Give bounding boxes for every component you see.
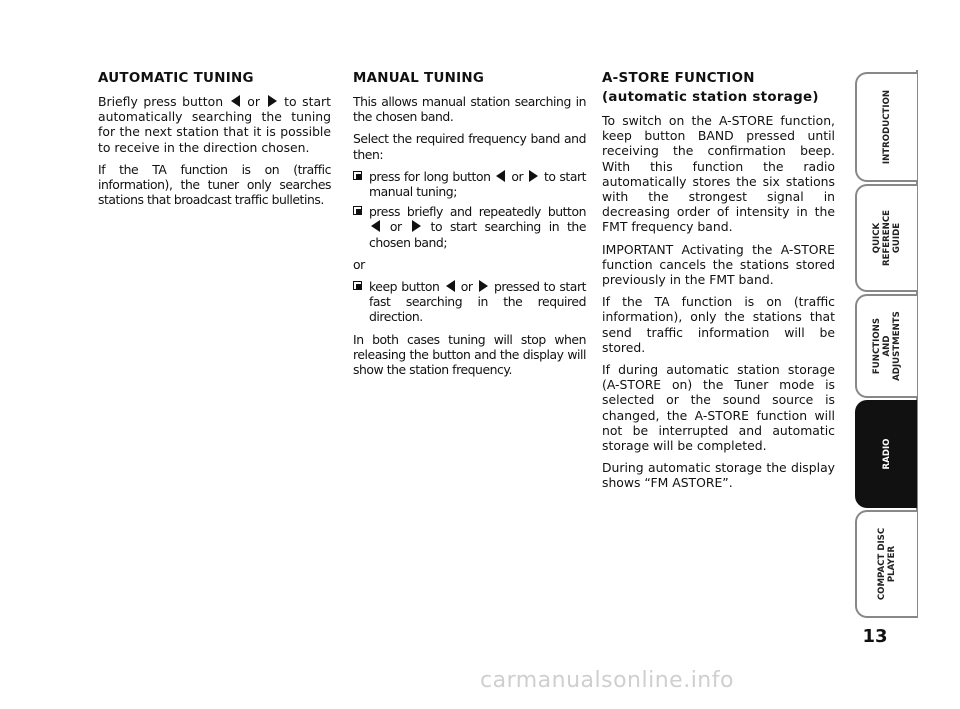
tab-radio[interactable] — [855, 400, 917, 508]
text: Briefly press button — [98, 94, 224, 109]
left-arrow-icon — [446, 280, 455, 292]
right-arrow-icon — [268, 95, 277, 107]
paragraph: If during automatic station storage (A-STORE on) the Tuner mode is selected or the sound source is changed, the A-STORE function will not be interrupted and automatic storage will be completed. — [602, 362, 835, 454]
paragraph: This allows manual station searching in the chosen band. — [353, 94, 586, 125]
tab-quick-reference-guide[interactable] — [855, 184, 917, 292]
tab-functions-and-adjustments[interactable] — [855, 294, 917, 398]
column-manual-tuning — [353, 70, 586, 384]
paragraph: If the TA function is on (traffic information), the tuner only searches stations that broadcast traffic bulletins. — [98, 161, 331, 208]
paragraph: Select the required frequency band and then: — [353, 131, 586, 162]
text: to start searching in the chosen band; — [369, 219, 586, 250]
column-a-store — [602, 70, 835, 498]
paragraph — [98, 94, 331, 155]
text: to start manual tuning; — [369, 168, 587, 200]
subheading-a-store: (automatic station storage) — [602, 90, 819, 105]
text: or — [511, 168, 524, 184]
checkbox-bullet-icon — [353, 206, 362, 215]
text: pressed to start fast searching in the required direction. — [369, 279, 587, 325]
paragraph: In both cases tuning will stop when releasing the button and the display will show the station frequency. — [353, 331, 586, 378]
paragraph: If the TA function is on (traffic information), only the stations that send traffic information will be stored. — [602, 294, 835, 355]
right-arrow-icon — [479, 280, 488, 292]
list-item — [353, 204, 586, 250]
text: or — [460, 279, 473, 295]
left-arrow-icon — [496, 170, 505, 182]
checkbox-bullet-icon — [353, 171, 362, 180]
watermark: carmanualsonline.info — [480, 668, 734, 693]
tab-label: FUNCTIONS AND ADJUSTMENTS — [872, 311, 902, 381]
heading-automatic-tuning: AUTOMATIC TUNING — [98, 71, 254, 86]
text: to start automatically searching the tuning for the next station that it is possible to receive in the direction chosen. — [98, 94, 331, 155]
bullet-list — [353, 169, 586, 250]
text: or — [389, 219, 402, 235]
left-arrow-icon — [371, 220, 380, 232]
list-item — [353, 169, 586, 199]
page-number: 13 — [862, 626, 888, 647]
tab-label: RADIO — [882, 438, 892, 470]
tab-label: QUICK REFERENCE GUIDE — [872, 209, 902, 267]
tab-label: INTRODUCTION — [882, 89, 892, 165]
heading-manual-tuning: MANUAL TUNING — [353, 71, 485, 86]
paragraph: During automatic storage the display shows “FM ASTORE”. — [602, 460, 835, 491]
tab-label: COMPACT DISC PLAYER — [877, 527, 897, 601]
text: keep button — [369, 279, 440, 295]
left-arrow-icon — [231, 95, 240, 107]
heading-a-store: A-STORE FUNCTION — [602, 71, 755, 86]
text: press briefly and repeatedly button — [369, 204, 586, 220]
column-automatic-tuning — [98, 70, 331, 214]
right-arrow-icon — [529, 170, 538, 182]
paragraph: or — [353, 256, 365, 272]
right-arrow-icon — [412, 220, 421, 232]
tab-introduction[interactable] — [855, 72, 917, 182]
list-item — [353, 279, 586, 325]
paragraph: To switch on the A-STORE function, keep button BAND pressed until receiving the confirmation beep. With this function the radio automatically stores the six stations with the strongest signal in decreasing order of intensity in the FMT frequency band. — [602, 113, 835, 235]
tab-compact-disc-player[interactable] — [855, 510, 917, 618]
text: press for long button — [369, 168, 491, 184]
bullet-list — [353, 279, 586, 325]
checkbox-bullet-icon — [353, 281, 362, 290]
text: or — [247, 94, 260, 109]
paragraph: IMPORTANT Activating the A-STORE function cancels the stations stored previously in the FMT band. — [602, 241, 835, 288]
